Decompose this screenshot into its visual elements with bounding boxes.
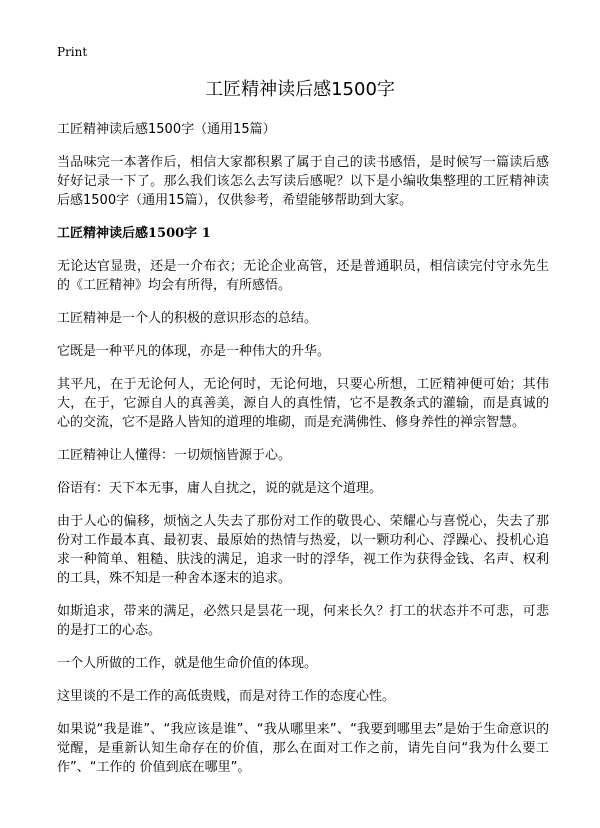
print-link[interactable]: Print <box>57 45 88 59</box>
body-paragraph: 工匠精神让人懂得：一切烦恼皆源于心。 <box>57 448 292 463</box>
body-paragraph: 由于人心的偏移，烦恼之人失去了那份对工作的敬畏心、荣耀心与喜悦心，失去了那份对工作最本真、最初衷、最原始的热情与热爱，以一颗功利心、浮躁心、投机心追求一种简单、粗糙、肤浅的满足，追求一时的浮华，视工作为获得金钱、名声、权利的工具，殊不知是一种舍本逐末的追求。 <box>57 514 549 586</box>
body-paragraph: 无论达官显贵，还是一介布衣；无论企业高管，还是普通职员，相信读完付守永先生的《工匠精神》均会有所得，有所感悟。 <box>57 259 549 293</box>
intro-paragraph: 当品味完一本著作后，相信大家都积累了属于自己的读书感悟，是时候写一篇读后感好好记录一下了。那么我们该怎么去写读后感呢？以下是小编收集整理的工匠精神读后感1500字（通用15篇），仅供参考，希望能够帮助到大家。 <box>57 155 549 208</box>
body-paragraph: 它既是一种平凡的体现，亦是一种伟大的升华。 <box>57 344 331 359</box>
body-paragraph: 如果说“我是谁”、“我应该是谁”、“我从哪里来”、“我要到哪里去”是始于生命意识的觉醒，是重新认知生命存在的价值，那么在面对工作之前，请先自问“我为什么要工作”、“工作的 价值到底在哪里”。 <box>57 722 549 775</box>
article-subtitle: 工匠精神读后感1500字（通用15篇） <box>57 122 276 137</box>
body-paragraph: 这里谈的不是工作的高低贵贱，而是对待工作的态度心性。 <box>57 689 396 704</box>
article-body <box>57 120 549 791</box>
body-paragraph: 一个人所做的工作，就是他生命价值的体现。 <box>57 656 318 671</box>
body-paragraph: 工匠精神是一个人的积极的意识形态的总结。 <box>57 311 318 326</box>
body-paragraph: 其平凡，在于无论何人，无论何时，无论何地，只要心所想，工匠精神便可始；其伟大，在于，它源自人的真善美，源自人的真性情，它不是教条式的灌输，而是真诚的心的交流，它不是路人皆知的道理的堆砌，而是充满佛性、修身养性的禅宗智慧。 <box>57 377 549 430</box>
body-paragraph: 如斯追求，带来的满足，必然只是昙花一现，何来长久？打工的状态并不可悲，可悲的是打工的心态。 <box>57 604 549 638</box>
body-paragraph: 俗语有：天下本无事，庸人自扰之，说的就是这个道理。 <box>57 481 383 496</box>
section-heading: 工匠精神读后感1500字 1 <box>57 226 211 241</box>
page-title: 工匠精神读后感1500字 <box>205 79 395 100</box>
